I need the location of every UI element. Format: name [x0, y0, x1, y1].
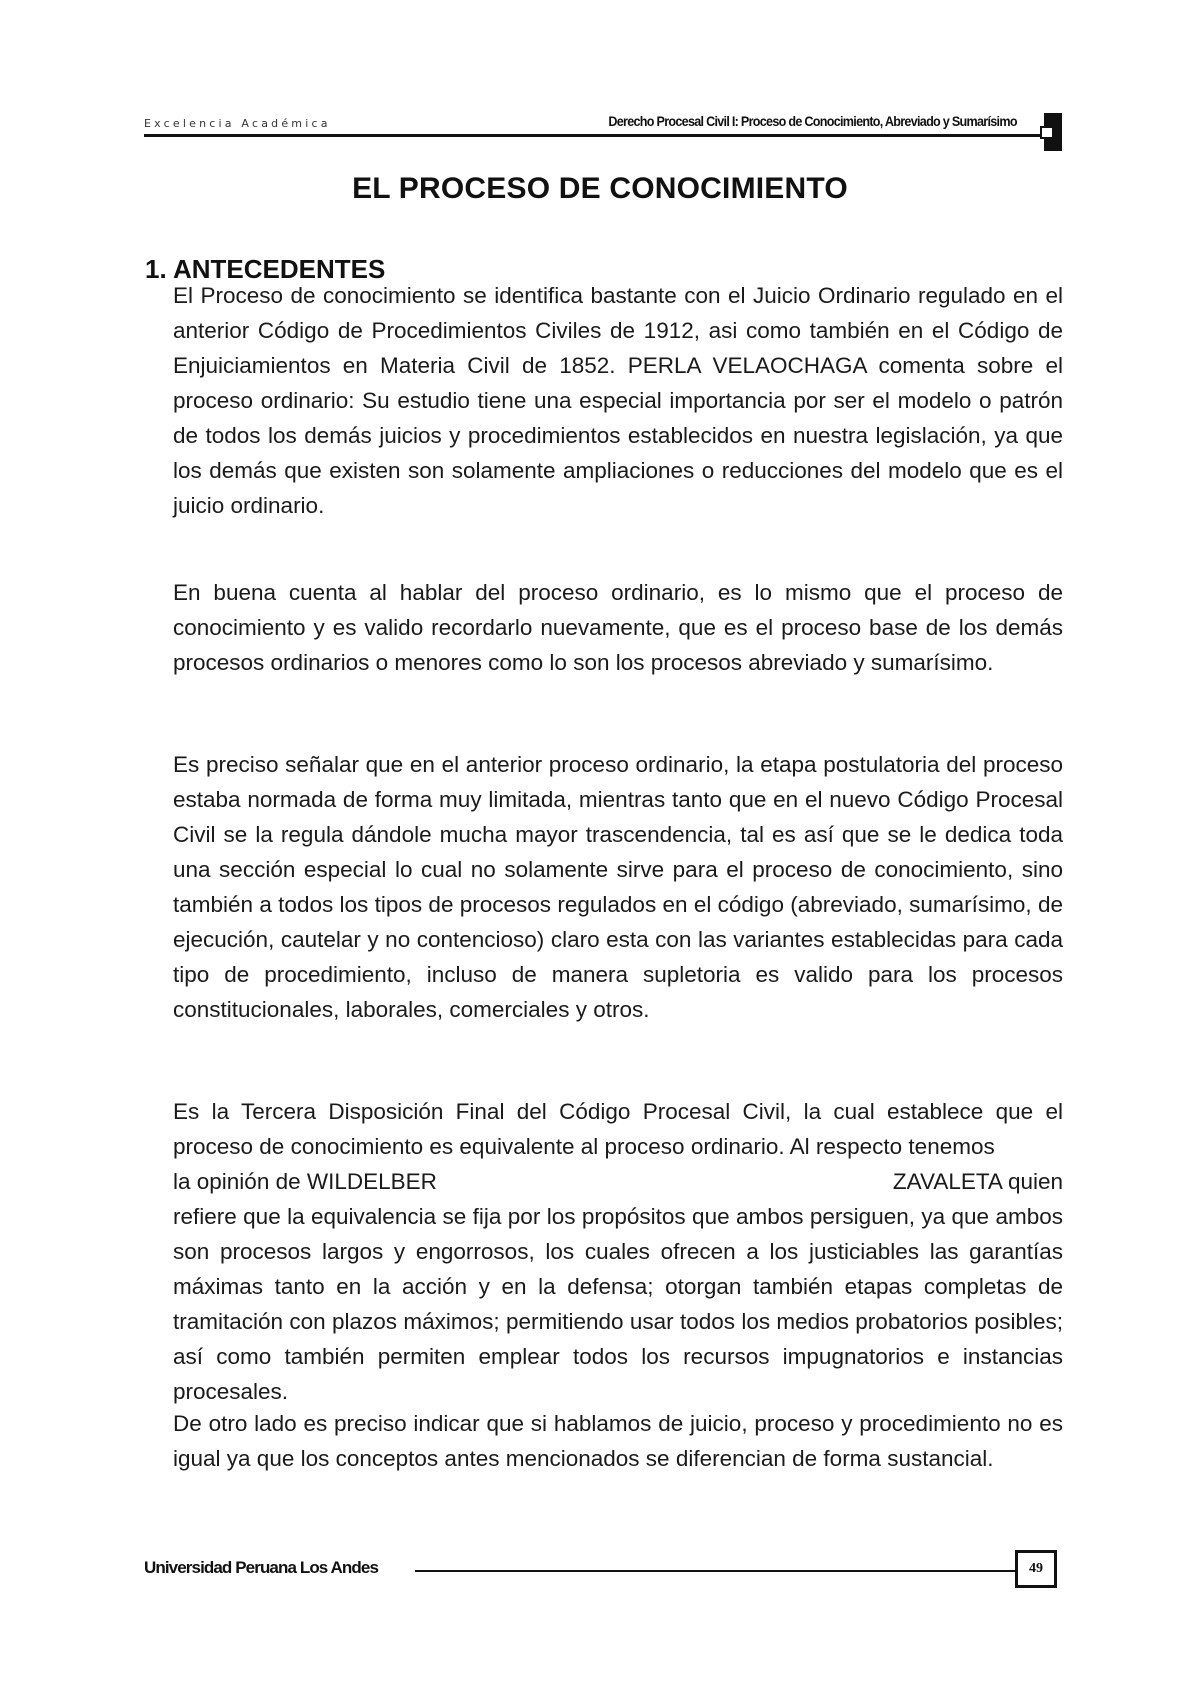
paragraph-4-split-left: la opinión de WILDELBER	[173, 1169, 437, 1194]
paragraph-2: En buena cuenta al hablar del proceso ordinario, es lo mismo que el proceso de conocimiento y es valido recordarlo nuevamente, que es el proceso base de los demás procesos ordinarios o menores como lo son los procesos abreviado y sumarísimo.	[173, 580, 1063, 675]
section-heading: 1. ANTECEDENTES	[145, 254, 386, 284]
header-left-label: Excelencia Académica	[144, 117, 331, 130]
header-rule	[144, 134, 1044, 137]
paragraph-1: El Proceso de conocimiento se identifica bastante con el Juicio Ordinario regulado en el anterior Código de Procedimientos Civiles de 1912, asi como también en el Código de Enjuiciamientos en Materia Civil de 1852. PERLA VELAOCHAGA comenta sobre el proceso ordinario: Su estudio tiene una especial importancia por ser el modelo o patrón de todos los demás juicios y procedimientos establecidos en nuestra legislación, ya que los demás que existen son solamente ampliaciones o reducciones del modelo que es el juicio ordinario.	[173, 283, 1063, 518]
paragraph-4-split-line	[173, 1164, 1063, 1199]
paragraph-5-text: De otro lado es preciso indicar que si hablamos de juicio, proceso y procedimiento no es igual ya que los conceptos antes mencionados se diferencian de forma sustancial.	[173, 1411, 1063, 1471]
header-course-title: Derecho Procesal Civil I: Proceso de Conocimiento, Abreviado y Sumarísimo	[608, 113, 1017, 129]
paragraph-4	[173, 1094, 1063, 1409]
paragraph-4-rest: refiere que la equivalencia se fija por los propósitos que ambos persiguen, ya que ambos son procesos largos y engorrosos, los cuales ofrecen a los justiciables las garantías máximas tanto en la acción y en la defensa; otorgan también etapas completas de tramitación con plazos máximos; permitiendo usar todos los medios probatorios posibles; así como también permiten emplear todos los recursos impugnatorios e instancias procesales.	[173, 1204, 1063, 1404]
page-title: EL PROCESO DE CONOCIMIENTO	[352, 172, 848, 205]
footer-rule	[415, 1570, 1015, 1572]
paragraph-4-intro: Es la Tercera Disposición Final del Código Procesal Civil, la cual establece que el proceso de conocimiento es equivalente al proceso ordinario. Al respecto tenemos	[173, 1099, 1063, 1159]
header-marker-box	[1040, 126, 1054, 139]
page-number-box	[1015, 1550, 1057, 1588]
paragraph-4-split-right: ZAVALETA quien	[892, 1169, 1063, 1194]
paragraph-5	[173, 1406, 1063, 1476]
paragraph-3: Es preciso señalar que en el anterior proceso ordinario, la etapa postulatoria del proceso estaba normada de forma muy limitada, mientras tanto que en el nuevo Código Procesal Civil se la regula dándole mucha mayor trascendencia, tal es así que se le dedica toda una sección especial lo cual no solamente sirve para el proceso de conocimiento, sino también a todos los tipos de procesos regulados en el código (abreviado, sumarísimo, de ejecución, cautelar y no contencioso) claro esta con las variantes establecidas para cada tipo de procedimiento, incluso de manera supletoria es valido para los procesos constitucionales, laborales, comerciales y otros.	[173, 752, 1063, 1022]
page-number: 49	[1029, 1561, 1043, 1576]
footer-institution: Universidad Peruana Los Andes	[144, 1558, 379, 1577]
